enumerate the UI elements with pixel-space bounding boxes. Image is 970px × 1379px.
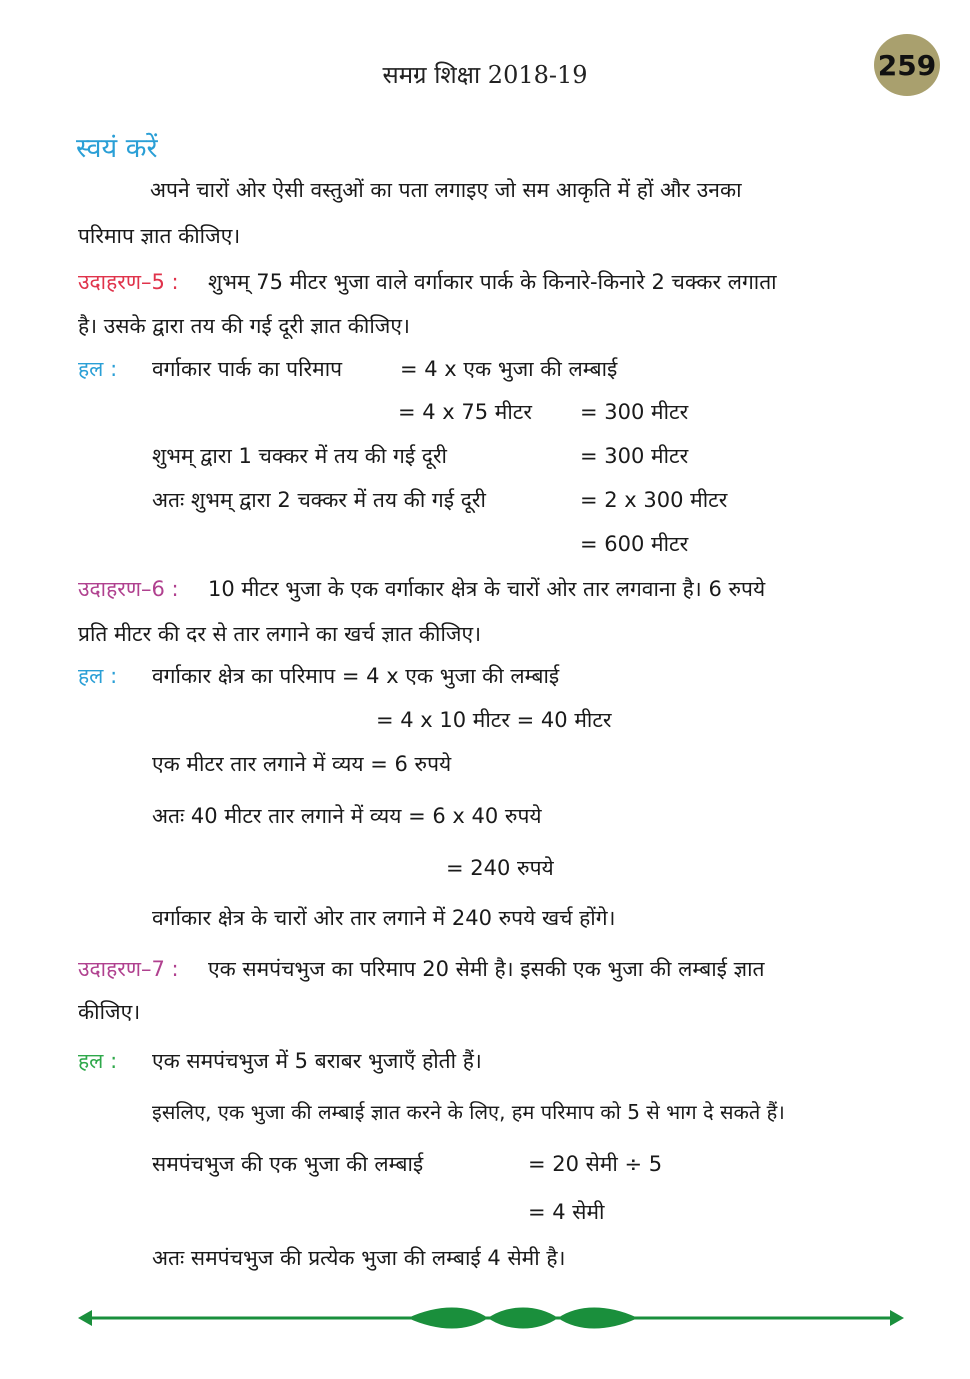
page-header-title: समग्र शिक्षा 2018-19 xyxy=(382,61,588,89)
example-5-solution-label: हल : xyxy=(78,357,118,381)
example-6-step-2: = 4 x 10 मीटर = 40 मीटर xyxy=(376,708,612,732)
example-7-solution-label: हल : xyxy=(78,1049,118,1073)
example-5-step-3-rhs: = 300 मीटर xyxy=(580,444,689,468)
example-7-step-3: समपंचभुज की एक भुजा की लम्बाई xyxy=(152,1152,424,1176)
example-6-label: उदाहरण–6 : xyxy=(78,577,179,601)
example-5-step-3: शुभम् द्वारा 1 चक्कर में तय की गई दूरी xyxy=(152,444,447,468)
example-7-label: उदाहरण–7 : xyxy=(78,957,179,981)
example-7-line-2: कीजिए। xyxy=(78,1000,141,1024)
example-5-step-2-rhs: = 300 मीटर xyxy=(580,400,689,424)
example-6-step-5: = 240 रुपये xyxy=(446,856,554,880)
page-number: 259 xyxy=(877,48,937,82)
example-6-line-1: 10 मीटर भुजा के एक वर्गाकार क्षेत्र के चारों ओर तार लगवाना है। 6 रुपये xyxy=(208,577,766,601)
section-heading: स्वयं करें xyxy=(76,133,158,164)
example-7-step-4: = 4 सेमी xyxy=(528,1200,605,1224)
example-6-line-2: प्रति मीटर की दर से तार लगाने का खर्च ज्ञात कीजिए। xyxy=(78,622,482,646)
example-7-line-1: एक समपंचभुज का परिमाप 20 सेमी है। इसकी एक भुजा की लम्बाई ज्ञात xyxy=(208,957,765,981)
example-5-line-1: शुभम् 75 मीटर भुजा वाले वर्गाकार पार्क के किनारे-किनारे 2 चक्कर लगाता xyxy=(208,270,777,294)
example-5-step-5: = 600 मीटर xyxy=(580,532,689,556)
example-6-step-1: वर्गाकार क्षेत्र का परिमाप = 4 x एक भुजा की लम्बाई xyxy=(152,664,560,688)
example-5-line-2: है। उसके द्वारा तय की गई दूरी ज्ञात कीजिए। xyxy=(78,314,410,338)
example-5-step-4-rhs: = 2 x 300 मीटर xyxy=(580,488,728,512)
example-7-conclusion: अतः समपंचभुज की प्रत्येक भुजा की लम्बाई 4 सेमी है। xyxy=(152,1246,566,1270)
decorative-divider xyxy=(78,1302,904,1334)
example-5-step-2: = 4 x 75 मीटर xyxy=(398,400,532,424)
example-7-step-1: एक समपंचभुज में 5 बराबर भुजाएँ होती हैं। xyxy=(152,1049,482,1073)
activity-line-2: परिमाप ज्ञात कीजिए। xyxy=(78,224,241,248)
example-6-step-4: अतः 40 मीटर तार लगाने में व्यय = 6 x 40 रुपये xyxy=(152,804,542,828)
example-7-step-2: इसलिए, एक भुजा की लम्बाई ज्ञात करने के लिए, हम परिमाप को 5 से भाग दे सकते हैं। xyxy=(152,1100,785,1124)
example-6-conclusion: वर्गाकार क्षेत्र के चारों ओर तार लगाने में 240 रुपये खर्च होंगे। xyxy=(152,906,616,930)
example-5-step-4: अतः शुभम् द्वारा 2 चक्कर में तय की गई दूरी xyxy=(152,488,486,512)
example-5-step-1: वर्गाकार पार्क का परिमाप xyxy=(152,357,343,381)
example-6-solution-label: हल : xyxy=(78,664,118,688)
activity-line-1: अपने चारों ओर ऐसी वस्तुओं का पता लगाइए जो सम आकृति में हों और उनका xyxy=(150,178,742,202)
example-6-step-3: एक मीटर तार लगाने में व्यय = 6 रुपये xyxy=(152,752,452,776)
example-5-label: उदाहरण–5 : xyxy=(78,270,179,294)
example-7-step-3-rhs: = 20 सेमी ÷ 5 xyxy=(528,1152,663,1176)
example-5-step-1-rhs: = 4 x एक भुजा की लम्बाई xyxy=(400,357,618,381)
page-number-badge xyxy=(874,34,940,96)
